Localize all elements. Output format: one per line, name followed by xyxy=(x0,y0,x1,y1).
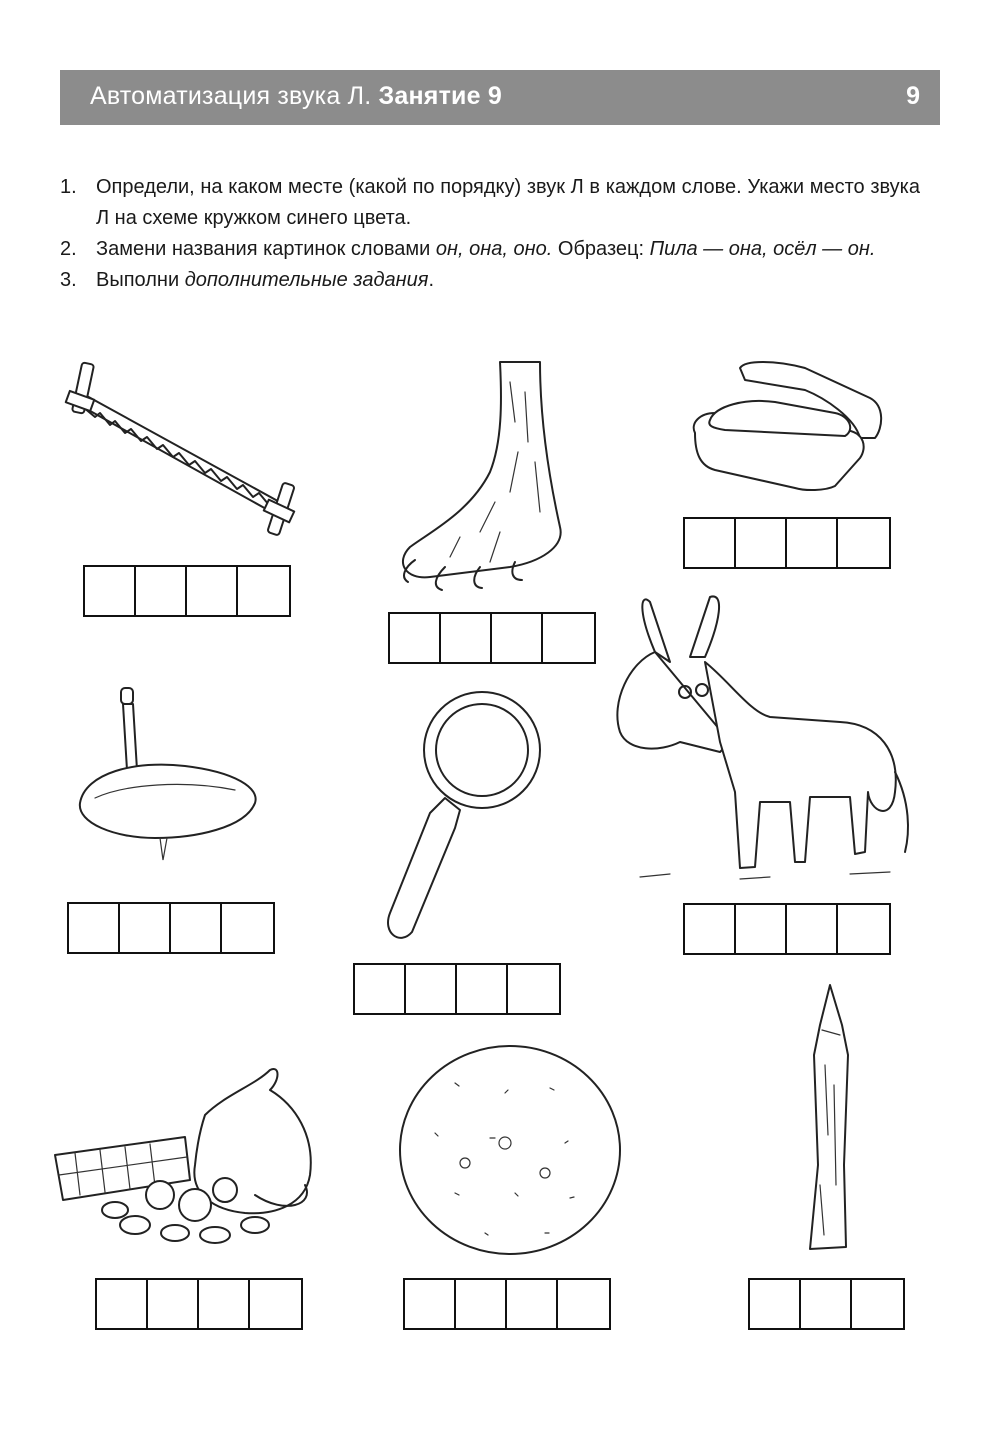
task-text-part: Замени названия картинок словами xyxy=(96,238,431,260)
sound-scheme-saw[interactable] xyxy=(83,565,291,617)
scheme-cell[interactable] xyxy=(390,614,441,662)
scheme-cell[interactable] xyxy=(492,614,543,662)
scheme-cell[interactable] xyxy=(405,1280,456,1328)
scheme-cell[interactable] xyxy=(736,905,787,953)
scheme-cell[interactable] xyxy=(441,614,492,662)
scheme-cell[interactable] xyxy=(238,567,289,615)
scheme-cell[interactable] xyxy=(852,1280,903,1328)
scheme-cell[interactable] xyxy=(199,1280,250,1328)
sound-scheme-spinning-top[interactable] xyxy=(67,902,275,954)
title-prefix: Автоматизация звука Л. xyxy=(90,82,372,110)
task-number: 3. xyxy=(60,269,77,291)
moon-picture xyxy=(395,1043,625,1258)
task-number: 2. xyxy=(60,238,77,260)
scheme-cell[interactable] xyxy=(457,965,508,1013)
scheme-cell[interactable] xyxy=(69,904,120,952)
sound-scheme-moon[interactable] xyxy=(403,1278,611,1330)
scheme-cell[interactable] xyxy=(750,1280,801,1328)
sound-scheme-paw[interactable] xyxy=(388,612,596,664)
scheme-cell[interactable] xyxy=(685,905,736,953)
task-3 xyxy=(60,265,920,296)
sound-scheme-stake[interactable] xyxy=(748,1278,905,1330)
scheme-cell[interactable] xyxy=(120,904,171,952)
scheme-cell[interactable] xyxy=(508,965,559,1013)
scheme-cell[interactable] xyxy=(222,904,273,952)
task-2 xyxy=(60,234,920,265)
scheme-cell[interactable] xyxy=(801,1280,852,1328)
scheme-cell[interactable] xyxy=(406,965,457,1013)
scheme-cell[interactable] xyxy=(558,1280,609,1328)
saw-picture xyxy=(55,355,310,545)
task-text xyxy=(96,265,920,296)
task-text xyxy=(96,234,920,265)
page-title xyxy=(90,82,502,111)
stake-picture xyxy=(800,985,860,1255)
scheme-cell[interactable] xyxy=(543,614,594,662)
paw-picture xyxy=(390,362,575,592)
scheme-cell[interactable] xyxy=(250,1280,301,1328)
task-text-part: Выполни xyxy=(96,269,180,291)
page-number: 9 xyxy=(906,82,920,110)
magnifier-picture xyxy=(370,688,548,948)
task-example: Пила — она, осёл — он. xyxy=(649,238,876,260)
header-bar xyxy=(60,70,940,125)
scheme-cell[interactable] xyxy=(171,904,222,952)
donkey-picture xyxy=(610,592,915,887)
scheme-cell[interactable] xyxy=(456,1280,507,1328)
scheme-cell[interactable] xyxy=(507,1280,558,1328)
task-text-part: . xyxy=(428,269,435,291)
soap-dish-picture xyxy=(685,358,890,493)
scheme-cell[interactable] xyxy=(148,1280,199,1328)
task-text-italic: он, она, оно. xyxy=(435,238,553,260)
spinning-top-picture xyxy=(75,688,260,868)
task-number: 1. xyxy=(60,176,77,198)
lotto-picture xyxy=(55,1065,335,1255)
scheme-cell[interactable] xyxy=(685,519,736,567)
sound-scheme-soap-dish[interactable] xyxy=(683,517,891,569)
task-list xyxy=(60,172,920,296)
sound-scheme-magnifier[interactable] xyxy=(353,963,561,1015)
scheme-cell[interactable] xyxy=(97,1280,148,1328)
title-bold: Занятие 9 xyxy=(378,82,502,110)
scheme-cell[interactable] xyxy=(736,519,787,567)
task-text-part: Образец: xyxy=(557,238,645,260)
task-1 xyxy=(60,172,920,234)
scheme-cell[interactable] xyxy=(787,905,838,953)
task-text-italic: дополнительные задания xyxy=(184,269,429,291)
scheme-cell[interactable] xyxy=(187,567,238,615)
scheme-cell[interactable] xyxy=(355,965,406,1013)
scheme-cell[interactable] xyxy=(136,567,187,615)
sound-scheme-lotto[interactable] xyxy=(95,1278,303,1330)
scheme-cell[interactable] xyxy=(838,519,889,567)
sound-scheme-donkey[interactable] xyxy=(683,903,891,955)
task-text: Определи, на каком месте (какой по порядку) звук Л в каждом слове. Укажи место звука Л на схеме кружком синего цвета. xyxy=(96,176,920,229)
scheme-cell[interactable] xyxy=(838,905,889,953)
scheme-cell[interactable] xyxy=(787,519,838,567)
scheme-cell[interactable] xyxy=(85,567,136,615)
